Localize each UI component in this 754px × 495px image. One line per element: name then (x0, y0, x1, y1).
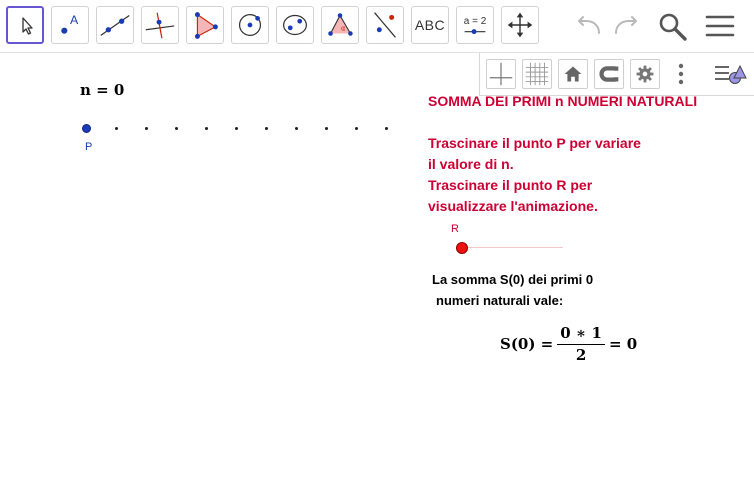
formula-rhs: = 0 (608, 335, 638, 353)
grid-icon (523, 60, 551, 88)
point-r-label: R (451, 223, 459, 235)
text-tool-button[interactable] (411, 6, 449, 44)
graphics-settings-button[interactable] (630, 59, 660, 89)
instruction-line: il valore di n. (428, 156, 514, 172)
polygon-icon (187, 7, 223, 43)
sum-line-2: numeri naturali vale: (436, 293, 564, 308)
n-value-label: n = 0 (80, 81, 125, 99)
standard-view-button[interactable] (558, 59, 588, 89)
animation-track (462, 247, 563, 248)
menu-icon[interactable] (704, 12, 736, 40)
svg-text:α: α (340, 24, 346, 33)
line-tool-button[interactable] (96, 6, 134, 44)
number-dot (145, 127, 148, 130)
polygon-tool-button[interactable] (186, 6, 224, 44)
move-graphics-tool-button[interactable] (501, 6, 539, 44)
grid-toggle-button[interactable] (522, 59, 552, 89)
point-p[interactable] (82, 124, 91, 133)
number-dot (235, 127, 238, 130)
more-icon[interactable] (676, 60, 686, 88)
instruction-line: Trascinare il punto R per (428, 177, 593, 193)
arrow-cursor-icon (17, 16, 37, 36)
number-dot (385, 127, 388, 130)
number-dot (175, 127, 178, 130)
number-dot (355, 127, 358, 130)
text-icon: ABC (414, 17, 446, 33)
main-toolbar (0, 0, 754, 53)
point-r[interactable] (456, 242, 468, 254)
move-tool-button[interactable] (6, 6, 44, 44)
search-icon[interactable] (657, 11, 689, 43)
sum-description (432, 269, 632, 311)
line-icon (97, 7, 133, 43)
formula-denominator: 2 (575, 346, 587, 364)
point-icon (52, 7, 88, 43)
ellipse-tool-button[interactable] (276, 6, 314, 44)
instruction-line: visualizzare l'animazione. (428, 198, 598, 214)
sum-line-1: La somma S(0) dei primi 0 (432, 272, 594, 287)
point-tool-button[interactable] (51, 6, 89, 44)
number-dot (115, 127, 118, 130)
axes-toggle-button[interactable] (486, 59, 516, 89)
perpendicular-line-icon (142, 7, 178, 43)
axes-icon (487, 60, 515, 88)
angle-tool-button[interactable] (321, 6, 359, 44)
number-dot (265, 127, 268, 130)
formula-lhs: S(0) = (500, 335, 554, 353)
move-graphics-icon (502, 7, 538, 43)
graphics-style-bar (479, 53, 754, 96)
magnet-icon (595, 60, 623, 88)
point-capturing-button[interactable] (594, 59, 624, 89)
instructions (428, 133, 678, 217)
circle-icon (232, 7, 268, 43)
number-dot (325, 127, 328, 130)
undo-icon[interactable] (574, 14, 604, 38)
page-title: SOMMA DEI PRIMI n NUMERI NATURALI (428, 93, 698, 109)
angle-icon (322, 7, 358, 43)
slider-tool-button[interactable] (456, 6, 494, 44)
slider-icon (457, 7, 493, 43)
algebra-toggle-icon[interactable] (713, 61, 749, 87)
sum-formula (500, 324, 637, 364)
circle-tool-button[interactable] (231, 6, 269, 44)
svg-text:A: A (70, 13, 79, 28)
formula-fraction (557, 324, 605, 364)
reflect-icon (367, 7, 403, 43)
redo-icon[interactable] (611, 14, 641, 38)
number-dot (295, 127, 298, 130)
reflect-tool-button[interactable] (366, 6, 404, 44)
instruction-line: Trascinare il punto P per variare (428, 135, 641, 151)
ellipse-icon (277, 7, 313, 43)
number-dot (205, 127, 208, 130)
home-icon (559, 60, 587, 88)
formula-numerator: 0 ∗ 1 (557, 324, 605, 345)
slider-label: a = 2 (463, 16, 487, 27)
settings-icon (631, 60, 659, 88)
perpendicular-tool-button[interactable] (141, 6, 179, 44)
point-p-label: P (85, 141, 93, 153)
